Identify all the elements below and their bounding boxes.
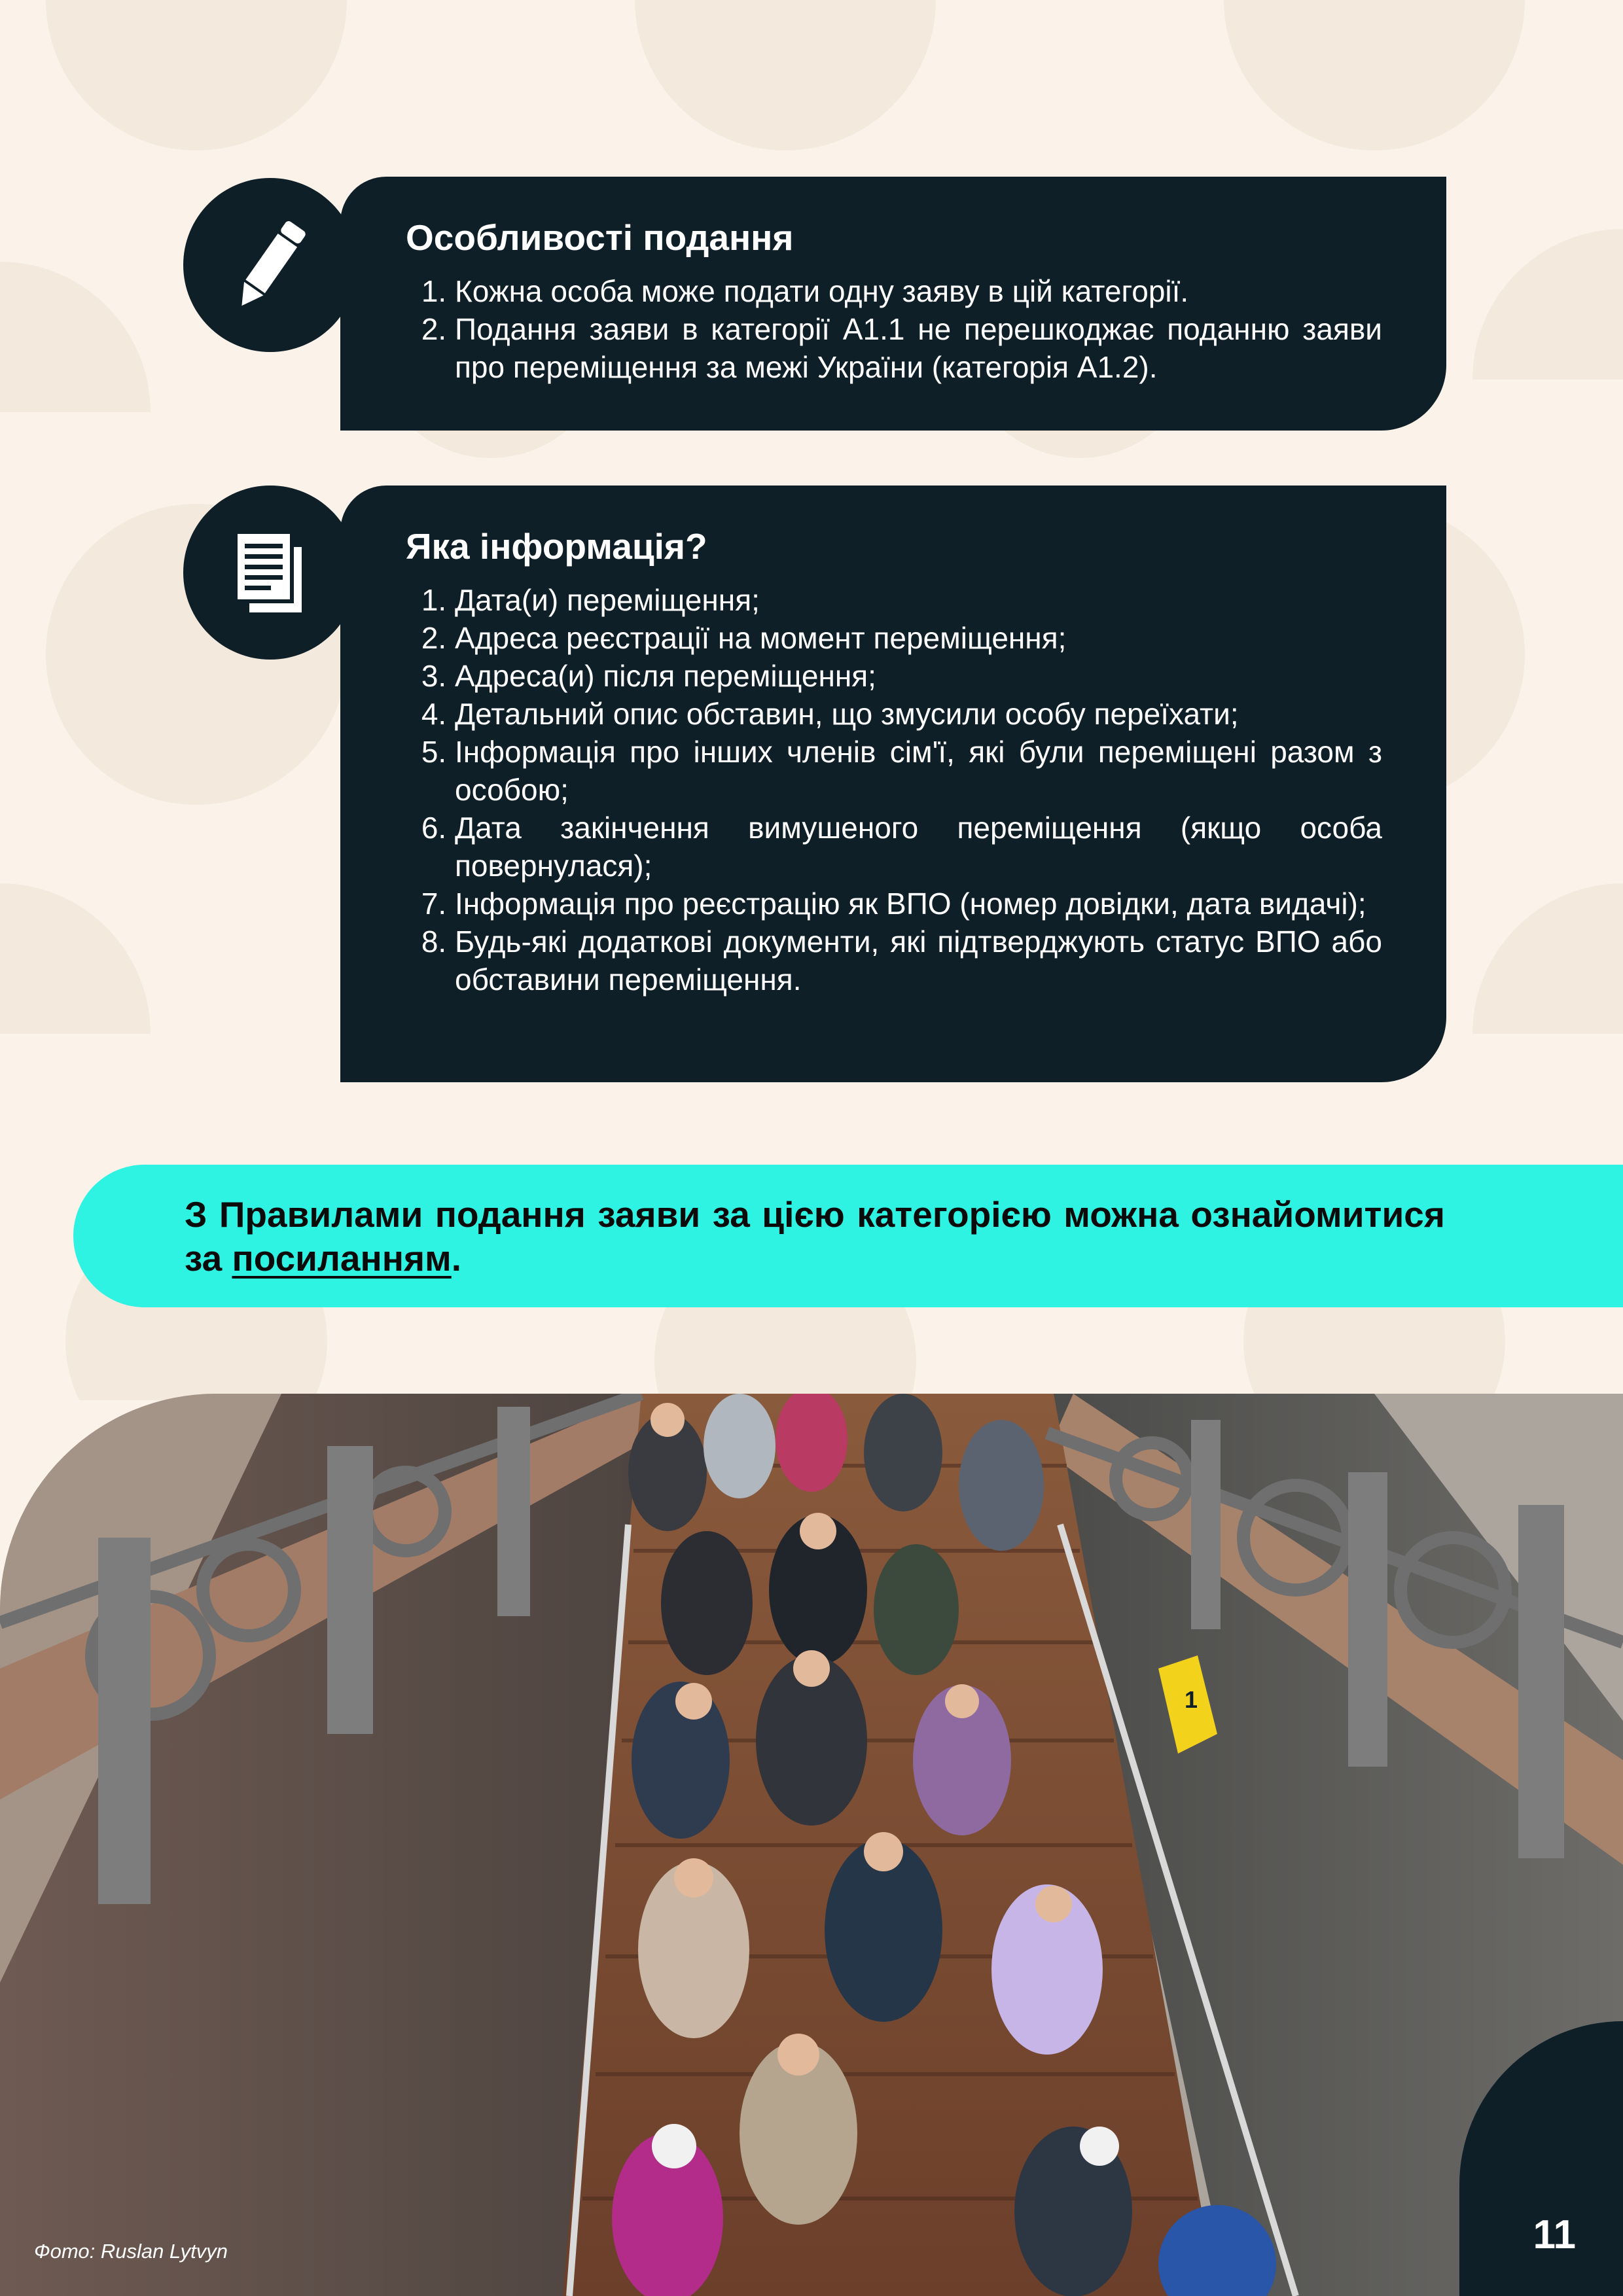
photo-sign-number: 1 [1185,1686,1198,1713]
photo-illustration [0,1394,1623,2296]
list-item: 7. Інформація про реєстрацію як ВПО (номер довідки, дата видачі); [455,885,1382,923]
page-number: 11 [1533,2212,1576,2257]
banner-text-before: З Правилами подання заяви за цією категорією можна ознайомитися за [185,1194,1445,1279]
photo-credit: Фото: Ruslan Lytvyn [34,2240,228,2263]
submission-features-title: Особливості подання [406,217,794,258]
list-item: 8. Будь-які додаткові документи, які підтверджують статус ВПО або обставини переміщення. [455,923,1382,998]
document-icon-badge [183,486,357,660]
submission-features-card [340,177,1446,431]
required-information-card [340,486,1446,1082]
rules-banner [73,1165,1623,1307]
rules-link[interactable]: посиланням [232,1238,452,1279]
pencil-icon-badge [183,178,357,352]
list-item: 5. Інформація про інших членів сім'ї, які були переміщені разом з особою; [455,733,1382,809]
list-item: 2. Адреса реєстрації на момент переміщення; [455,619,1382,657]
document-icon [228,527,313,618]
banner-text [185,1193,1445,1280]
pencil-icon [231,213,310,317]
list-item: 3. Адреса(и) після переміщення; [455,657,1382,695]
required-information-list [406,581,1382,998]
list-item: 4. Детальний опис обставин, що змусили особу переїхати; [455,695,1382,733]
photo-crowd-on-stairs [0,1394,1623,2296]
list-item: 6. Дата закінчення вимушеного переміщення (якщо особа повернулася); [455,809,1382,885]
list-item: 2. Подання заяви в категорії А1.1 не перешкоджає поданню заяви про переміщення за межі України (категорія А1.2). [455,310,1382,386]
submission-features-list [406,272,1382,386]
banner-text-after: . [451,1238,462,1279]
required-information-title: Яка інформація? [406,526,707,567]
list-item: 1. Кожна особа може подати одну заяву в цій категорії. [455,272,1382,310]
list-item: 1. Дата(и) переміщення; [455,581,1382,619]
